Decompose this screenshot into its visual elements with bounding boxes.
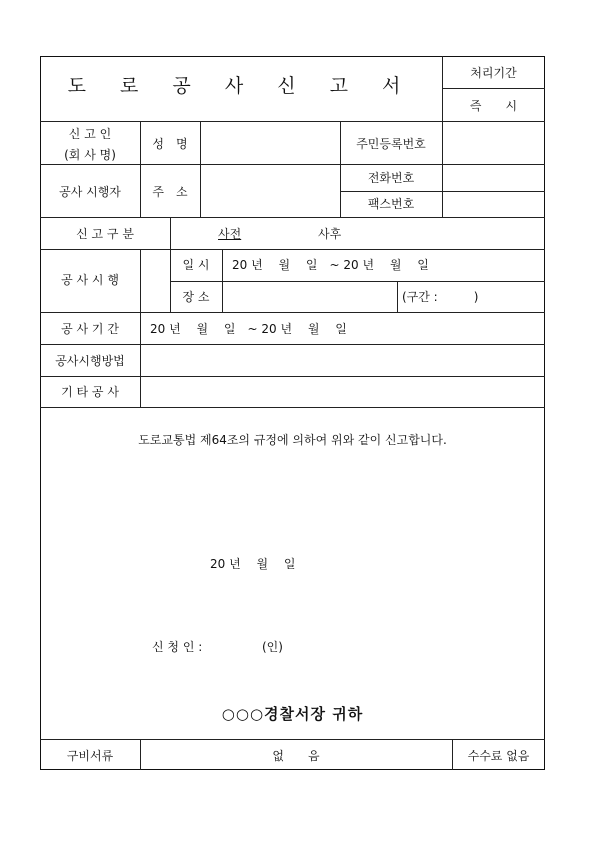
divider <box>40 739 545 740</box>
recipient-line: ○○○경찰서장 귀하 <box>221 705 364 723</box>
section-field[interactable]: (구간 : ) <box>402 290 479 304</box>
resident-number-label: 주민등록번호 <box>356 137 426 151</box>
seal-mark: (인) <box>262 640 283 654</box>
report-type-after-option[interactable]: 사후 <box>318 227 342 241</box>
construction-period-value[interactable]: 20 년 월 일 ~ 20 년 월 일 <box>150 322 347 336</box>
processing-period-label: 처리기간 <box>470 66 517 80</box>
form-title: 도 로 공 사 신 고 서 <box>67 75 415 97</box>
divider <box>397 281 398 312</box>
declaration-date[interactable]: 20 년 월 일 <box>210 557 296 571</box>
construction-period-label: 공 사 기 간 <box>61 322 119 336</box>
fax-label: 팩스번호 <box>367 197 415 211</box>
applicant-label: 신 청 인 : <box>152 640 203 654</box>
company-name-label: (회 사 명) <box>64 148 116 162</box>
fee-label: 수수료 없음 <box>467 749 530 763</box>
place-field[interactable] <box>223 282 396 312</box>
fax-field[interactable] <box>443 192 544 217</box>
construction-method-label: 공사시행방법 <box>55 354 125 368</box>
construction-execution-label: 공 사 시 행 <box>61 273 119 287</box>
place-label: 장 소 <box>182 290 210 304</box>
divider <box>40 407 545 408</box>
other-construction-label: 기 타 공 사 <box>61 385 119 399</box>
contractor-label: 공사 시행자 <box>59 185 121 199</box>
address-label: 주 소 <box>152 185 188 199</box>
phone-label: 전화번호 <box>367 171 415 185</box>
divider <box>442 88 545 89</box>
divider <box>140 249 141 312</box>
divider <box>40 217 545 218</box>
required-documents-label: 구비서류 <box>66 749 114 763</box>
name-label: 성 명 <box>152 137 188 151</box>
other-construction-field[interactable] <box>141 377 544 407</box>
declaration-text: 도로교통법 제64조의 규정에 의하여 위와 같이 신고합니다. <box>138 433 447 447</box>
divider <box>40 249 545 250</box>
phone-field[interactable] <box>443 165 544 191</box>
required-documents-value: 없 음 <box>272 749 320 763</box>
datetime-label: 일 시 <box>182 258 210 272</box>
reporter-label: 신 고 인 <box>68 127 112 141</box>
report-type-before-option[interactable]: 사전 <box>218 227 242 241</box>
datetime-value[interactable]: 20 년 월 일 ~ 20 년 월 일 <box>232 258 429 272</box>
processing-period-value: 즉 시 <box>469 99 518 113</box>
resident-number-field[interactable] <box>443 122 544 164</box>
divider <box>170 217 171 249</box>
address-field[interactable] <box>201 165 339 217</box>
divider <box>140 121 141 217</box>
report-type-label: 신 고 구 분 <box>76 227 134 241</box>
divider <box>40 312 545 313</box>
construction-method-field[interactable] <box>141 345 544 376</box>
name-field[interactable] <box>201 122 339 164</box>
